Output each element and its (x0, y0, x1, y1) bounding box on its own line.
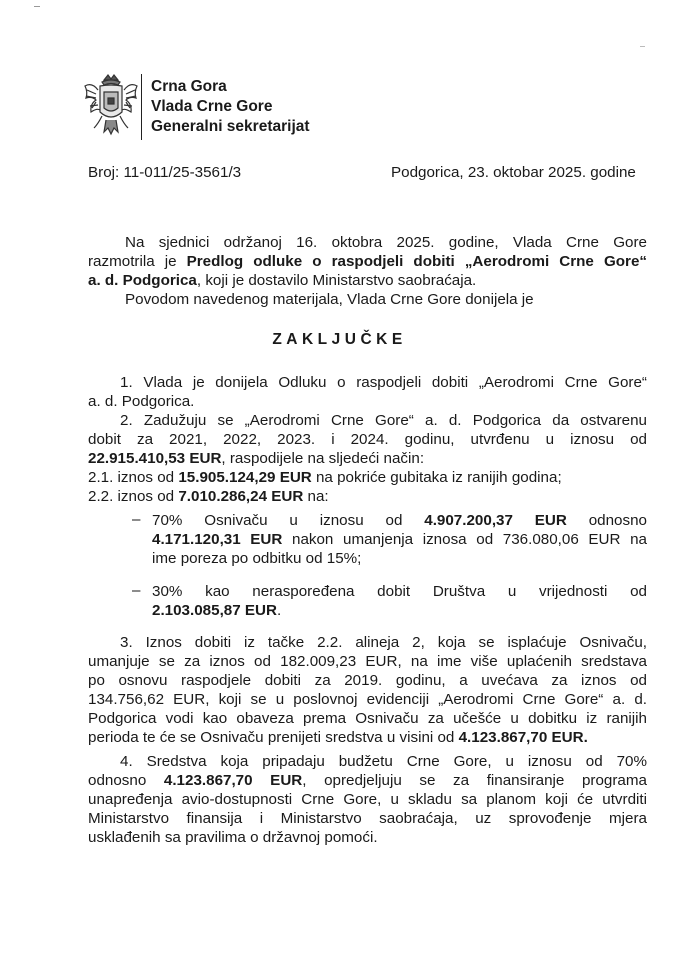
bullet-dash-icon: – (132, 511, 141, 528)
conclusion-line (88, 449, 424, 468)
loss-coverage-amount: 15.905.124,29 EUR (178, 469, 312, 486)
conclusion-line: unapređenja avio-dostupnosti Crne Gore, u skladu sa planom koji će utvrditi (88, 791, 647, 808)
bullet-text: odnosno (566, 512, 647, 529)
bullet-text: . (276, 602, 282, 619)
budget-amount: 4.123.867,70 EUR (163, 772, 303, 789)
header-office: Generalni sekretarijat (151, 118, 310, 135)
conclusion-line: umanjuje se za iznos od 182.009,23 EUR, na ime više uplaćenih sredstava (88, 653, 647, 670)
conclusion-line: 1. Vlada je donijela Odluku o raspodjeli dobiti „Aerodromi Crne Gore“ (120, 374, 647, 391)
conclusion-line: dobit za 2021, 2022, 2023. i 2024. godinu, utvrđenu u iznosu od (88, 431, 647, 448)
conclusion-line: Ministarstvo finansija i Ministarstvo saobraćaja, uz sprovođenje mjera (88, 810, 647, 827)
intro-text: razmotrila je (88, 253, 187, 270)
intro-line: Na sjednici održanoj 16. oktobra 2025. godine, Vlada Crne Gore (125, 234, 647, 251)
conclusion-line (88, 728, 588, 747)
conclusion-line: 4. Sredstva koja pripadaju budžetu Crne Gore, u iznosu od 70% (120, 753, 647, 770)
conclusion-text: na pokriće gubitaka iz ranijih godina; (311, 469, 562, 486)
conclusion-line (88, 771, 647, 790)
bullet-line: 30% kao neraspoređena dobit Društva u vrijednosti od (152, 583, 647, 600)
undistributed-amount: 2.103.085,87 EUR (152, 602, 277, 619)
header-divider (141, 74, 142, 140)
intro-line (88, 271, 476, 290)
conclusion-text: 2.2. iznos od (88, 488, 179, 505)
bullet-dash-icon: – (132, 582, 141, 599)
intro-text: , koji je dostavilo Ministarstvo saobraćaja. (196, 272, 477, 289)
conclusion-text: , raspodijele na sljedeći način: (221, 450, 425, 467)
conclusion-text: 2.1. iznos od (88, 469, 179, 486)
total-amount: 22.915.410,53 EUR (88, 450, 222, 467)
sub-item-2-1 (88, 468, 562, 487)
coat-of-arms-icon (82, 72, 140, 138)
conclusion-line: po osnovu raspodjele dobiti za 2019. godinu, a uvećava za iznos od (88, 672, 647, 689)
transfer-amount: 4.123.867,70 EUR. (458, 729, 588, 746)
bullet-line (152, 530, 647, 549)
bullet-line (152, 601, 281, 620)
document-place-date: Podgorica, 23. oktobar 2025. godine (391, 164, 636, 181)
conclusion-line: Podgorica vodi kao obaveza prema Osnivaču za učešće u dobitku iz ranijih (88, 710, 647, 727)
conclusion-text: perioda te će se Osnivaču prenijeti sredstva u visini od (88, 729, 459, 746)
scan-mark (640, 46, 645, 49)
sub-item-2-2 (88, 487, 329, 506)
conclusion-text: odnosno (88, 772, 164, 789)
bullet-line (152, 511, 647, 530)
header-country: Crna Gora (151, 78, 227, 95)
conclusion-text: , opredjeljuju se za finansiranje programa (302, 772, 647, 789)
document-number: Broj: 11-011/25-3561/3 (88, 164, 242, 181)
intro-line: Povodom navedenog materijala, Vlada Crne Gore donijela je (125, 291, 534, 308)
distribution-amount: 7.010.286,24 EUR (178, 488, 304, 505)
bullet-text: nakon umanjenja iznosa od 736.080,06 EUR na (282, 531, 647, 548)
conclusions-title: ZAKLJUČKE (272, 331, 407, 348)
header-government: Vlada Crne Gore (151, 98, 273, 115)
scan-mark (34, 6, 40, 10)
intro-company: a. d. Podgorica (88, 272, 197, 289)
bullet-line: ime poreza po odbitku od 15%; (152, 550, 362, 567)
conclusion-line: 2. Zadužuju se „Aerodromi Crne Gore“ a. d. Podgorica da ostvarenu (120, 412, 647, 429)
bullet-text: 70% Osnivaču u iznosu od (152, 512, 425, 529)
conclusion-text: na: (303, 488, 329, 505)
founder-amount: 4.907.200,37 EUR (424, 512, 567, 529)
intro-line (88, 252, 647, 271)
conclusion-line: 134.756,62 EUR, koji se u poslovnoj evidenciji „Aerodromi Crne Gore“ a. d. (88, 691, 647, 708)
conclusion-line: 3. Iznos dobiti iz tačke 2.2. alineja 2, koja se isplaćuje Osnivaču, (120, 634, 647, 651)
conclusion-line: usklađenih sa pravilima o državnoj pomoći. (88, 829, 378, 846)
conclusion-line: a. d. Podgorica. (88, 393, 195, 410)
founder-net-amount: 4.171.120,31 EUR (152, 531, 283, 548)
intro-proposal-title: Predlog odluke o raspodjeli dobiti „Aerodromi Crne Gore“ (186, 253, 647, 270)
